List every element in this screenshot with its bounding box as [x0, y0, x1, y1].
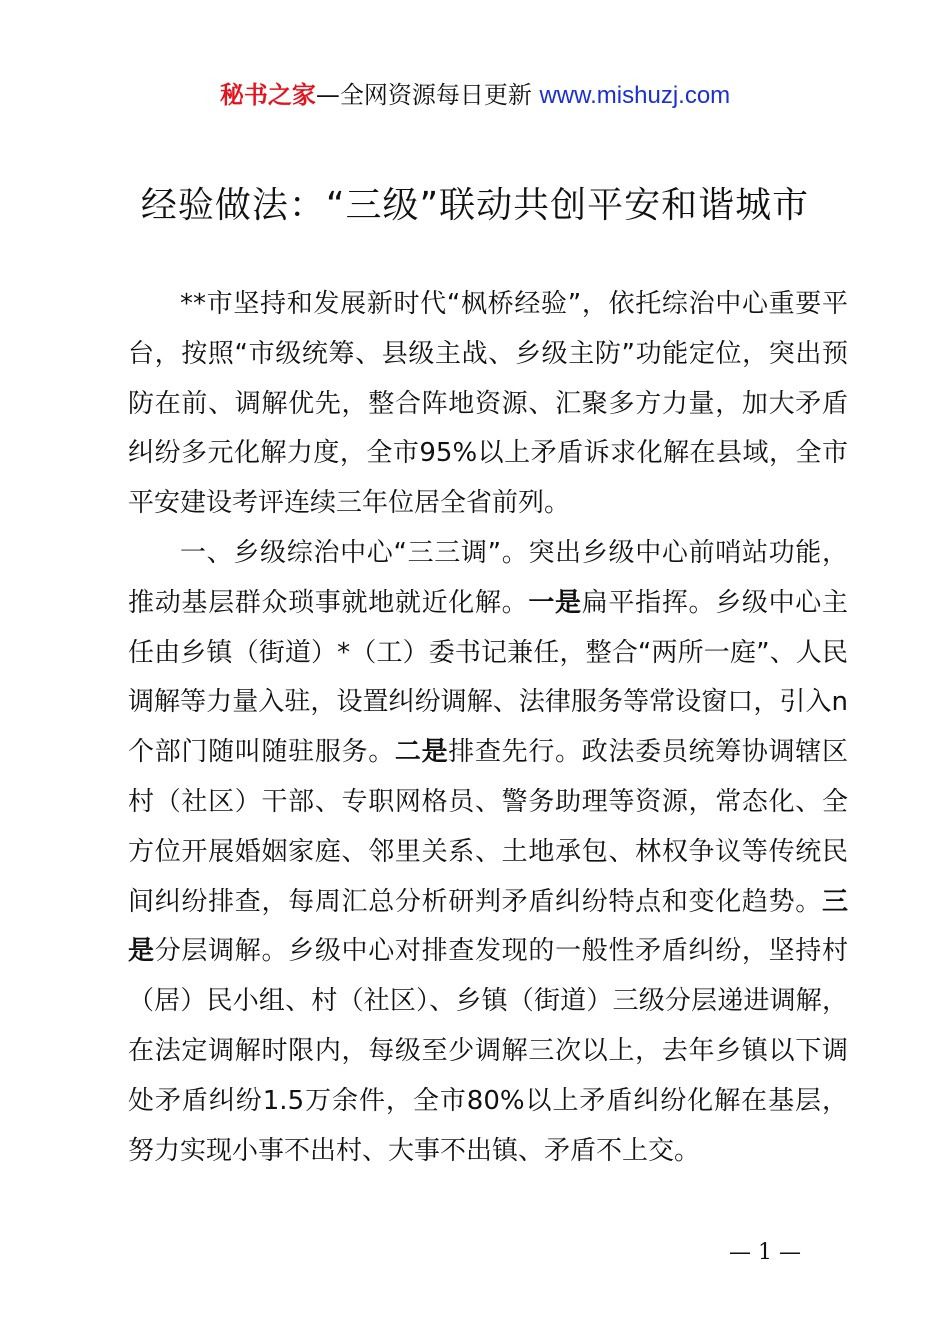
point-three-lead: 三是 — [128, 886, 848, 967]
section-one-intro: 一、乡级综治中心“三三调”。突出乡级中心前哨站功能，推动基层群众琐事就地就近化解。 — [128, 537, 848, 618]
document-body — [128, 280, 848, 1176]
site-banner — [0, 78, 950, 113]
point-three-text: 分层调解。乡级中心对排查发现的一般性矛盾纠纷，坚持村（居）民小组、村（社区）、乡镇（街道）三级分层递进调解，在法定调解时限内，每级至少调解三次以上，去年乡镇以下调处矛盾纠纷1.5万余件，全市80%以上矛盾纠纷化解在基层，努力实现小事不出村、大事不出镇、矛盾不上交。 — [128, 936, 848, 1166]
section-one-paragraph — [128, 529, 848, 1176]
point-two-lead: 二是 — [394, 737, 449, 768]
site-brand: 秘书之家 — [219, 81, 316, 109]
page-number: — 1 — — [729, 1240, 801, 1265]
point-one-lead: 一是 — [528, 587, 582, 618]
document-title: 经验做法：“三级”联动共创平安和谐城市 — [140, 185, 810, 226]
intro-paragraph: **市坚持和发展新时代“枫桥经验”，依托综治中心重要平台，按照“市级统筹、县级主战、乡级主防”功能定位，突出预防在前、调解优先，整合阵地资源、汇聚多方力量，加大矛盾纠纷多元化解力度，全市95%以上矛盾诉求化解在县域，全市平安建设考评连续三年位居全省前列。 — [128, 289, 848, 519]
site-url-link[interactable]: www.mishuzj.com — [539, 82, 731, 109]
site-tagline: —全网资源每日更新 — [315, 81, 532, 109]
point-two-text: 排查先行。政法委员统筹协调辖区村（社区）干部、专职网格员、警务助理等资源，常态化、全方位开展婚姻家庭、邻里关系、土地承包、林权争议等传统民间纠纷排查，每周汇总分析研判矛盾纠纷特点和变化趋势。 — [128, 737, 848, 917]
point-one-text: 扁平指挥。乡级中心主任由乡镇（街道）*（工）委书记兼任，整合“两所一庭”、人民调解等力量入驻，设置纠纷调解、法律服务等常设窗口，引入n个部门随叫随驻服务。 — [128, 587, 848, 768]
